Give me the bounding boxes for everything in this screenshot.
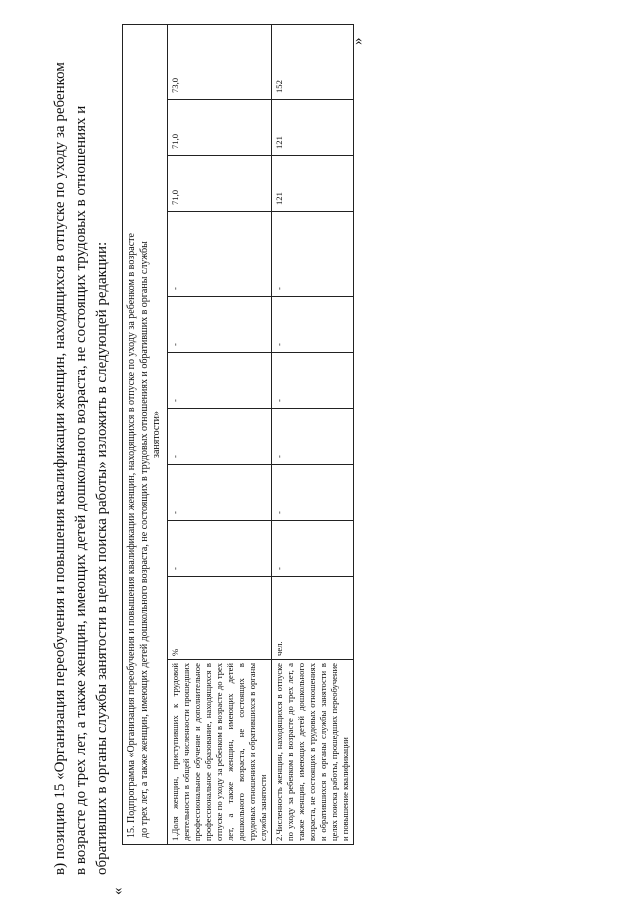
value-cell: - — [167, 409, 271, 465]
value-cell: - — [167, 465, 271, 521]
value-cell: 71,0 — [167, 100, 271, 156]
intro-paragraph — [50, 23, 113, 875]
value-cell: - — [167, 212, 271, 297]
table-header-cell — [123, 24, 168, 844]
indicator-name: 2.Численность женщин, находящихся в отпуске по уходу за ребенком в возрасте до трех лет, а также женщин, имеющих детей дошкольного возраста, не состоящих в трудовых отношениях и обратившихся в органы службы занятости в целях поиска работы, прошедших переобучение и повышение квалификации — [271, 660, 353, 845]
indicator-name: 1.Доля женщин, приступивших к трудовой деятельности в общей численности прошедших профессиональное обучение и дополнительное профессиональное образование, находящихся в отпуске по уходу за ребенком в возрасте до трех лет, а также женщин, имеющих детей дошкольного возраста, не состоящих в трудовых отношениях и обратившихся в органы службы занятости — [167, 660, 271, 845]
value-cell: - — [167, 297, 271, 353]
value-cell: 121 — [271, 156, 353, 212]
indicator-unit: % — [167, 577, 271, 660]
value-cell: - — [167, 521, 271, 577]
value-cell: - — [271, 409, 353, 465]
value-cell: 152 — [271, 24, 353, 99]
value-cell: - — [167, 353, 271, 409]
opening-quote: « — [110, 887, 126, 895]
subprogram-title-line-3: занятости» — [151, 410, 162, 458]
table-row — [271, 24, 353, 844]
table-row — [167, 24, 271, 844]
closing-quote: » — [350, 37, 366, 45]
value-cell: - — [271, 297, 353, 353]
value-cell: - — [271, 465, 353, 521]
indicator-unit: чел. — [271, 577, 353, 660]
indicators-table — [122, 24, 354, 845]
intro-line-3: обративших в органы службы занятости в целях поиска работы» изложить в следующей редакции: — [94, 241, 110, 875]
value-cell: 71,0 — [167, 156, 271, 212]
table-header-row — [123, 24, 168, 844]
intro-line-1: в) позицию 15 «Организация переобучения и повышения квалификации женщин, находящихся в отпуске по уходу за ребенком — [52, 62, 68, 875]
intro-line-2: в возрасте до трех лет, а также женщин, имеющих детей дошкольного возраста, не состоящих трудовых в отношениях и — [73, 105, 89, 875]
value-cell: - — [271, 212, 353, 297]
subprogram-title-line-2: до трех лет, а также женщин, имеющих детей дошкольного возраста, не состоящих в трудовых отношениях и обративших в органы службы — [138, 241, 150, 838]
value-cell: 121 — [271, 100, 353, 156]
value-cell: 73,0 — [167, 24, 271, 99]
value-cell: - — [271, 521, 353, 577]
value-cell: - — [271, 353, 353, 409]
subprogram-title-line-1: 15. Подпрограмма «Организация переобучения и повышения квалификации женщин, находящихся в отпуске по уходу за ребенком в возрасте — [126, 233, 137, 838]
